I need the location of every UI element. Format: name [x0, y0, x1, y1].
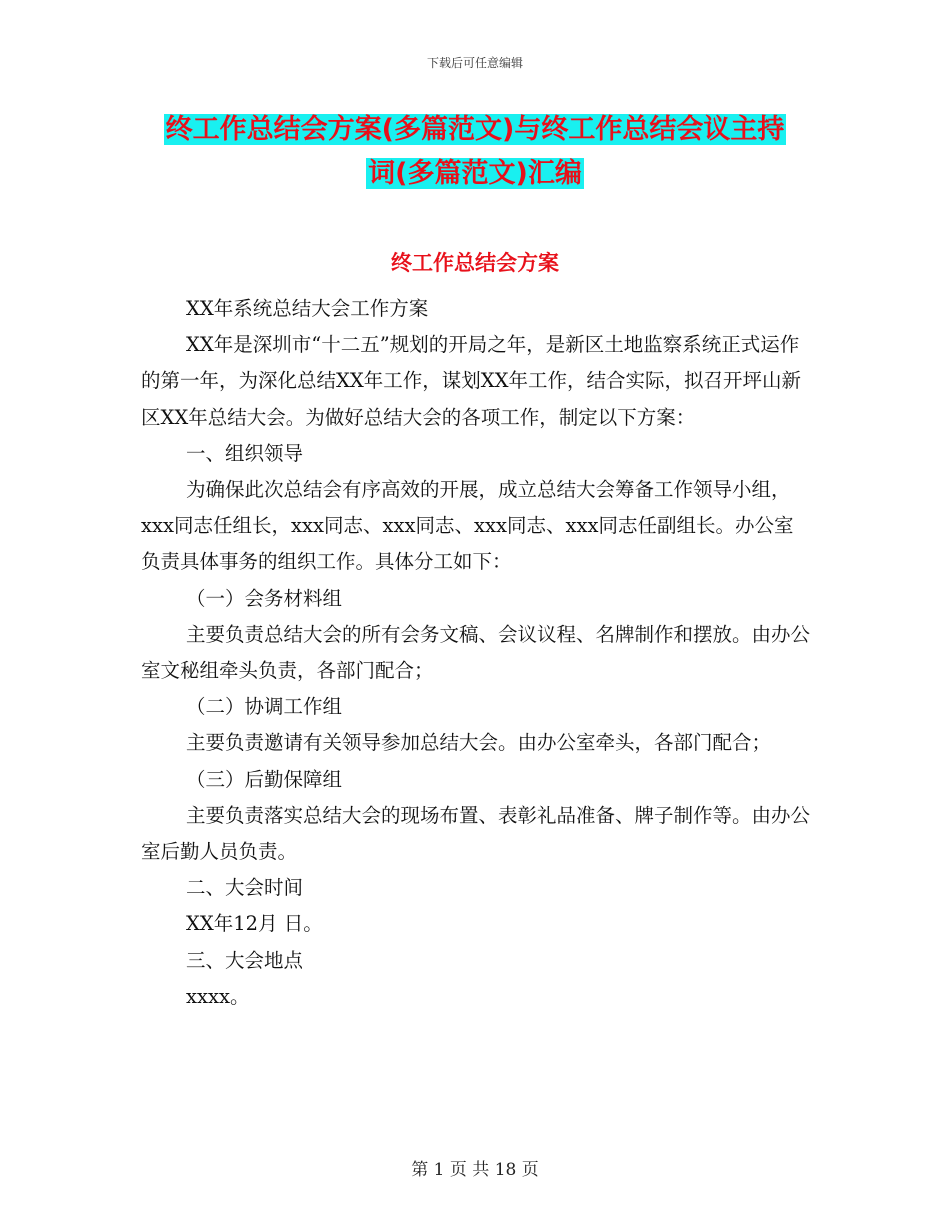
- meeting-location: xxxx。: [186, 984, 250, 1008]
- subheading-materials-group: （一）会务材料组: [186, 586, 343, 610]
- organization-paragraph: 为确保此次总结会有序高效的开展，成立总结大会筹备工作领导小组，xxx同志任组长，xxx同志、xxx同志、xxx同志、xxx同志任副组长。办公室负责具体事务的组织工作。具体分工如下：: [141, 478, 794, 574]
- section-heading-location: 三、大会地点: [186, 948, 304, 972]
- document-title: [0, 108, 950, 196]
- document-body: [141, 291, 811, 1015]
- title-line-2: 词(多篇范文)汇编: [368, 158, 582, 189]
- materials-group-paragraph: 主要负责总结大会的所有会务文稿、会议议程、名牌制作和摆放。由办公室文秘组牵头负责，各部门配合；: [141, 622, 811, 683]
- intro-paragraph: XX年是深圳市“十二五”规划的开局之年，是新区土地监察系统正式运作的第一年，为深化总结XX年工作，谋划XX年工作，结合实际，拟召开坪山新区XX年总结大会。为做好总结大会的各项工作，制定以下方案：: [141, 333, 802, 429]
- section-title: 终工作总结会方案: [391, 251, 559, 275]
- title-line-1: 终工作总结会方案(多篇范文)与终工作总结会议主持: [165, 114, 785, 145]
- logistics-group-paragraph: 主要负责落实总结大会的现场布置、表彰礼品准备、牌子制作等。由办公室后勤人员负责。: [141, 803, 811, 864]
- header-note: 下载后可任意编辑: [426, 56, 523, 70]
- coordination-group-paragraph: 主要负责邀请有关领导参加总结大会。由办公室牵头，各部门配合；: [186, 731, 772, 755]
- section-heading-time: 二、大会时间: [186, 876, 304, 900]
- plan-heading: XX年系统总结大会工作方案: [186, 297, 429, 320]
- subheading-logistics-group: （三）后勤保障组: [186, 767, 343, 791]
- subheading-coordination-group: （二）协调工作组: [186, 695, 343, 719]
- section-heading-organization: 一、组织领导: [186, 441, 304, 465]
- page-footer: 第 1 页 共 18 页: [411, 1160, 539, 1180]
- meeting-time: XX年12月 日。: [186, 912, 323, 936]
